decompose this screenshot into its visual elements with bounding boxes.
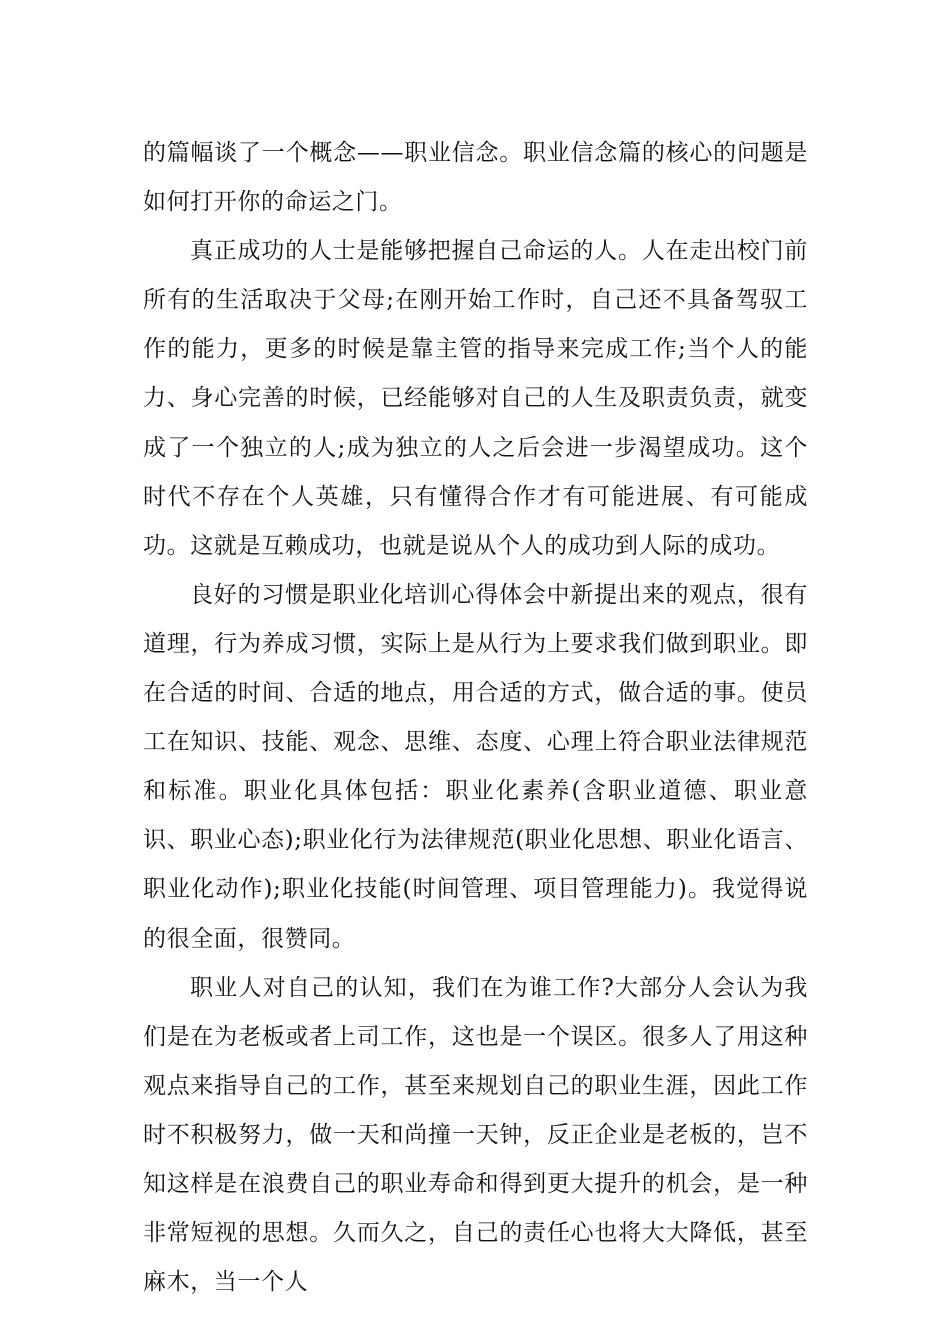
body-text [143,129,808,1307]
paragraph-1: 的篇幅谈了一个概念——职业信念。职业信念篇的核心的问题是如何打开你的命运之门。 [143,140,808,216]
paragraph-3: 良好的习惯是职业化培训心得体会中新提出来的观点，很有道理，行为养成习惯，实际上是从行为上要求我们做到职业。即在合适的时间、合适的地点，用合适的方式，做合适的事。使员工在知识、技能、观念、思维、态度、心理上符合职业法律规范和标准。职业化具体包括：职业化素养(含职业道德、职业意识、职业心态);职业化行为法律规范(职业化思想、职业化语言、职业化动作);职业化技能(时间管理、项目管理能力)。我觉得说的很全面，很赞同。 [143,581,808,952]
paragraph-4: 职业人对自己的认知，我们在为谁工作?大部分人会认为我们是在为老板或者上司工作，这也是一个误区。很多人了用这种观点来指导自己的工作，甚至来规划自己的职业生涯，因此工作时不积极努力，做一天和尚撞一天钟，反正企业是老板的，岂不知这样是在浪费自己的职业寿命和得到更大提升的机会，是一种非常短视的思想。久而久之，自己的责任心也将大大降低，甚至麻木，当一个人 [143,974,808,1296]
paragraph-2: 真正成功的人士是能够把握自己命运的人。人在走出校门前所有的生活取决于父母;在刚开始工作时，自己还不具备驾驭工作的能力，更多的时候是靠主管的指导来完成工作;当个人的能力、身心完善的时候，已经能够对自己的人生及职责负责，就变成了一个独立的人;成为独立的人之后会进一步渴望成功。这个时代不存在个人英雄，只有懂得合作才有可能进展、有可能成功。这就是互赖成功，也就是说从个人的成功到人际的成功。 [143,238,808,559]
